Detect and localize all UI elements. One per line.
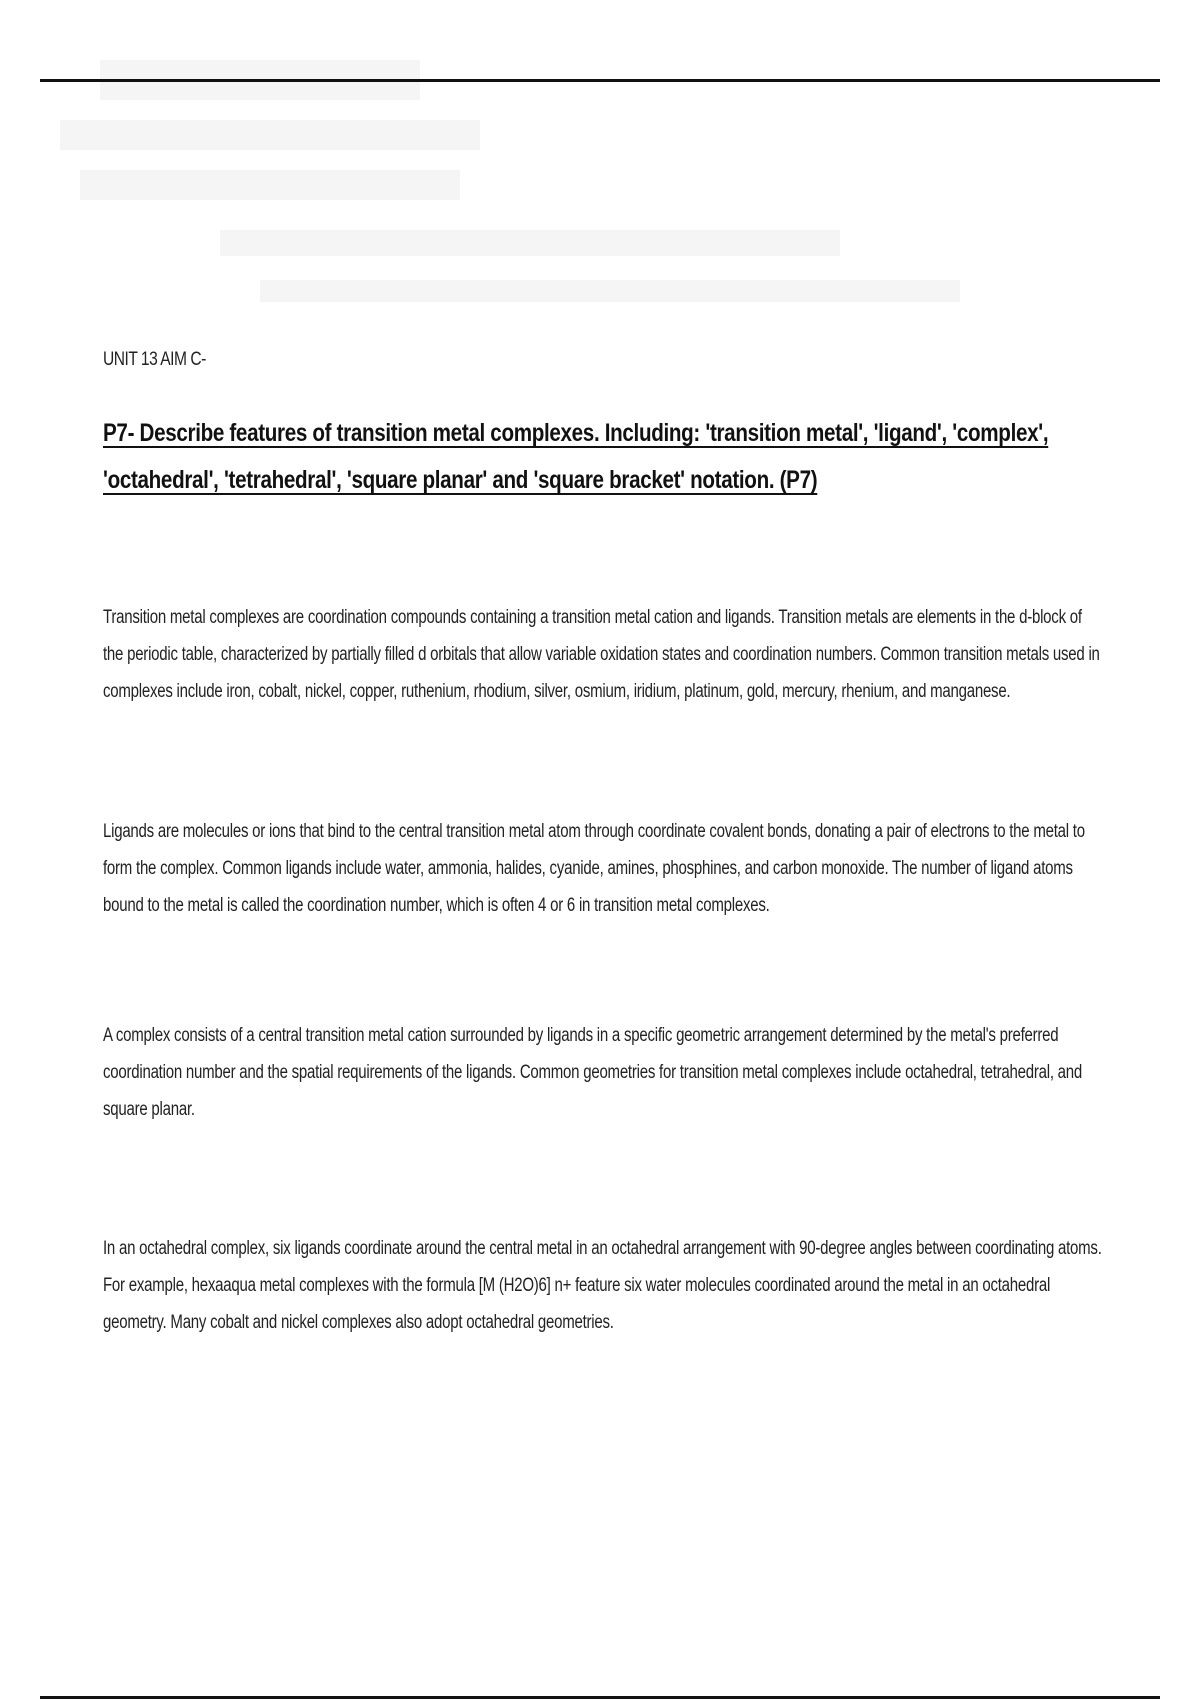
paragraph-ligands: Ligands are molecules or ions that bind to the central transition metal atom through coordinate covalent bonds, donating a pair of electrons to the metal to form the complex. Common ligands include water, ammonia, halides, cyanide, amines, phosphines, and carbon monoxide. The number of ligand atoms bound to the metal is called the coordination number, which is often 4 or 6 in transition metal complexes. <box>103 821 1085 916</box>
paragraph-octahedral: In an octahedral complex, six ligands coordinate around the central metal in an octahedral arrangement with 90-degree angles between coordinating atoms. For example, hexaaqua metal complexes with the formula [M (H2O)6] n+ feature six water molecules coordinated around the metal in an octahedral geometry. Many cobalt and nickel complexes also adopt octahedral geometries. <box>103 1238 1102 1333</box>
paragraph-complex: A complex consists of a central transition metal cation surrounded by ligands in a specific geometric arrangement determined by the metal's preferred coordination number and the spatial requirements of the ligands. Common geometries for transition metal complexes include octahedral, tetrahedral, and square planar. <box>103 1025 1083 1120</box>
bottom-divider <box>40 1696 1160 1699</box>
unit-label: UNIT 13 AIM C- <box>103 349 206 370</box>
paragraph-transition-metals: Transition metal complexes are coordination compounds containing a transition metal cation and ligands. Transition metals are elements in the d-block of the periodic table, characterized by partially filled d orbitals that allow variable oxidation states and coordination numbers. Common transition metals used in complexes include iron, cobalt, nickel, copper, ruthenium, rhodium, silver, osmium, iridium, platinum, gold, mercury, rhenium, and manganese. <box>103 607 1100 702</box>
assignment-heading: P7- Describe features of transition metal complexes. Including: 'transition metal', 'ligand', 'complex', 'octahedral', 'tetrahedral', 'square planar' and 'square bracket' notation. (P7) <box>103 419 1049 494</box>
faint-watermark-graphic <box>60 40 980 340</box>
